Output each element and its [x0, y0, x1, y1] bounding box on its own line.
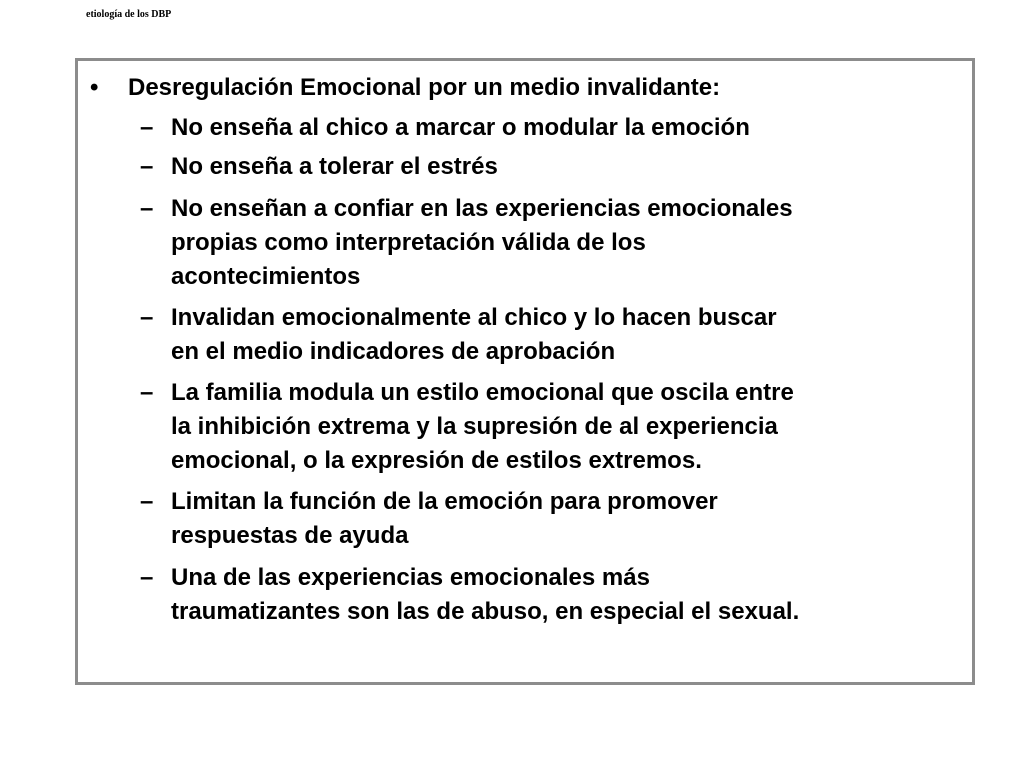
dash-icon: –: [140, 153, 154, 180]
sub-item-line: Invalidan emocionalmente al chico y lo hacen buscar: [171, 304, 777, 331]
dash-icon: –: [140, 195, 154, 222]
dash-icon: –: [140, 488, 154, 515]
dash-icon: –: [140, 114, 154, 141]
slide-content-box: [75, 58, 975, 685]
sub-item-line: respuestas de ayuda: [171, 522, 409, 549]
sub-item-line: traumatizantes son las de abuso, en especial el sexual.: [171, 598, 800, 625]
dash-icon: –: [140, 304, 154, 331]
sub-item-line: No enseña al chico a marcar o modular la emoción: [171, 114, 750, 141]
sub-item-text: [171, 301, 971, 369]
dash-icon: –: [140, 564, 154, 591]
sub-item-line: la inhibición extrema y la supresión de al experiencia: [171, 413, 778, 440]
sub-item-line: emocional, o la expresión de estilos extremos.: [171, 447, 702, 474]
sub-item-text: [171, 561, 971, 629]
bullet-icon: •: [90, 74, 99, 101]
sub-item-line: No enseña a tolerar el estrés: [171, 153, 498, 180]
sub-item-text: [171, 376, 971, 478]
sub-item-line: propias como interpretación válida de los: [171, 229, 646, 256]
sub-item-line: acontecimientos: [171, 263, 361, 290]
sub-item-text: [171, 150, 971, 184]
sub-item-text: [171, 485, 971, 553]
sub-item-line: en el medio indicadores de aprobación: [171, 338, 616, 365]
sub-item-text: [171, 192, 971, 294]
sub-item-line: Una de las experiencias emocionales más: [171, 564, 650, 591]
slide-header-label: etiología de los DBP: [86, 9, 172, 20]
sub-item-text: [171, 111, 971, 145]
sub-item-line: La familia modula un estilo emocional que oscila entre: [171, 379, 794, 406]
main-bullet-text: Desregulación Emocional por un medio invalidante:: [128, 74, 721, 101]
sub-item-line: Limitan la función de la emoción para promover: [171, 488, 718, 515]
dash-icon: –: [140, 379, 154, 406]
sub-item-line: No enseñan a confiar en las experiencias emocionales: [171, 195, 793, 222]
